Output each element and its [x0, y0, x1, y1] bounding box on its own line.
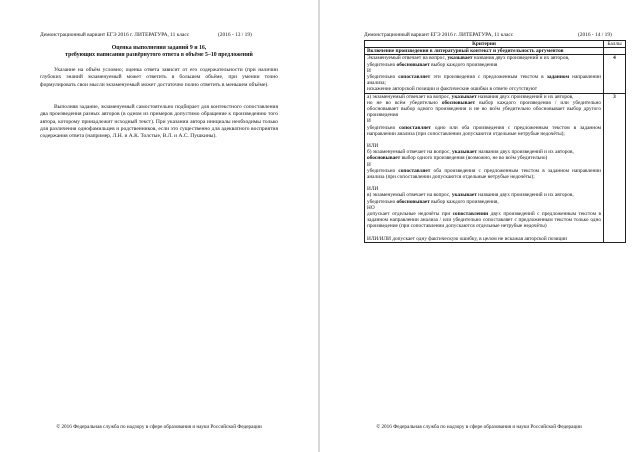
right-footer: © 2016 Федеральная служба по надзору в сфере образования и науки Российской Федерации: [376, 424, 582, 430]
paragraph-volume-note: Указание на объём условно; оценка ответа зависит от его содержательности (при наличии глубоких знаний экзаменуемый может ответить в большем объёме, при умении точно формулировать свои мысли экзаменуемый может достаточно полно ответить в меньшем объёме).: [40, 67, 278, 88]
score-column-header: Баллы: [604, 41, 626, 48]
criteria-table: [364, 40, 626, 243]
right-header-title: Демонстрационный вариант ЕГЭ 2016 г. ЛИТЕРАТУРА, 11 класс: [364, 32, 514, 38]
criterion-score-3: а) экзаменуемый отвечает на вопрос, указывает названия двух произведений и их авторов, но не во всём убедительно обосновывает выбор каждого произведения / или убедительно обосновывает выбор одного произведения и не во всём убедительно обосновывает выбор другого произведения И убедительно сопоставляет одно или оба произведения с предложенным текстом в заданном направлении анализа (при сопоставлении допускаются отдельные нетрубые недочёты); ИЛИ б) экзаменуемый отвечает на вопрос, указывает названия двух произведений и их авторов, обосновывает выбор одного произведения (возможно, не во всём убедительно) И убедительно сопоставляет оба произведения с предложенным текстом в заданном направлении анализа (при сопоставлении допускаются отдельные нетрубые недочёты); ИЛИ в) экзаменуемый отвечает на вопрос, указывает названия двух произведений и их авторов, убедительно обосновывает выбор каждого произведения, НО допускает отдельные недочёты при сопоставлении двух произведений с предложенным текстом в заданном направлении анализа / или убедительно сопоставляет с предложенным текстом только одно произведение (при сопоставлении допускаются отдельные нетрубые недочёты) ИЛИ/ИЛИ допускает одну фактическую ошибку, в целом не искажая авторской позиции: [365, 93, 604, 242]
section-score-cell: [604, 48, 626, 55]
right-header-page-number: (2016 - 14 / 19): [578, 32, 612, 38]
left-page: [0, 0, 318, 452]
criterion-section-title: Включение произведения в литературный контекст и убедительность аргументов: [365, 48, 604, 55]
table-header-row: [365, 41, 626, 48]
criterion-score-4: Экзаменуемый отвечает на вопрос, указывает названия двух произведений и их авторов, убедительно обосновывает выбор каждого произведения И убедительно сопоставляет эти произведения с предложенным текстом в заданном направлении анализа; искажение авторской позиции и фактические ошибки в ответе отсутствуют: [365, 55, 604, 93]
table-row: [365, 55, 626, 93]
paragraph-task-instructions: Выполняя задание, экзаменуемый самостоятельно подбирает для контекстного сопоставления два произведения разных авторов (в одном из примеров допустимо обращение к произведению того автора, которому принадлежит исходный текст). При указании автора инициалы необходимы только для различения однофамильцев и родственников, если это существенно для адекватного восприятия содержания ответа (например, Л.Н. и А.К. Толстые, В.Л. и А.С. Пушкины).: [40, 104, 278, 140]
section-title-line-1: Оценка выполнения заданий 9 и 16,: [111, 45, 207, 51]
section-title-row: [365, 48, 626, 55]
score-4: 4: [604, 55, 626, 93]
section-title-line-2: требующих написания развёрнутого ответа в объёме 5–10 предложений: [65, 52, 253, 59]
left-footer: © 2016 Федеральная служба по надзору в сфере образования и науки Российской Федерации: [56, 424, 262, 430]
score-3: 3: [604, 93, 626, 242]
section-title: [40, 45, 278, 60]
right-page: [320, 0, 638, 452]
criteria-column-header: Критерии: [365, 41, 604, 48]
left-header-title: Демонстрационный вариант ЕГЭ 2016 г. ЛИТЕРАТУРА, 11 класс: [40, 32, 190, 38]
table-row: [365, 93, 626, 242]
left-header-page-number: (2016 - 13 / 19): [218, 32, 252, 38]
